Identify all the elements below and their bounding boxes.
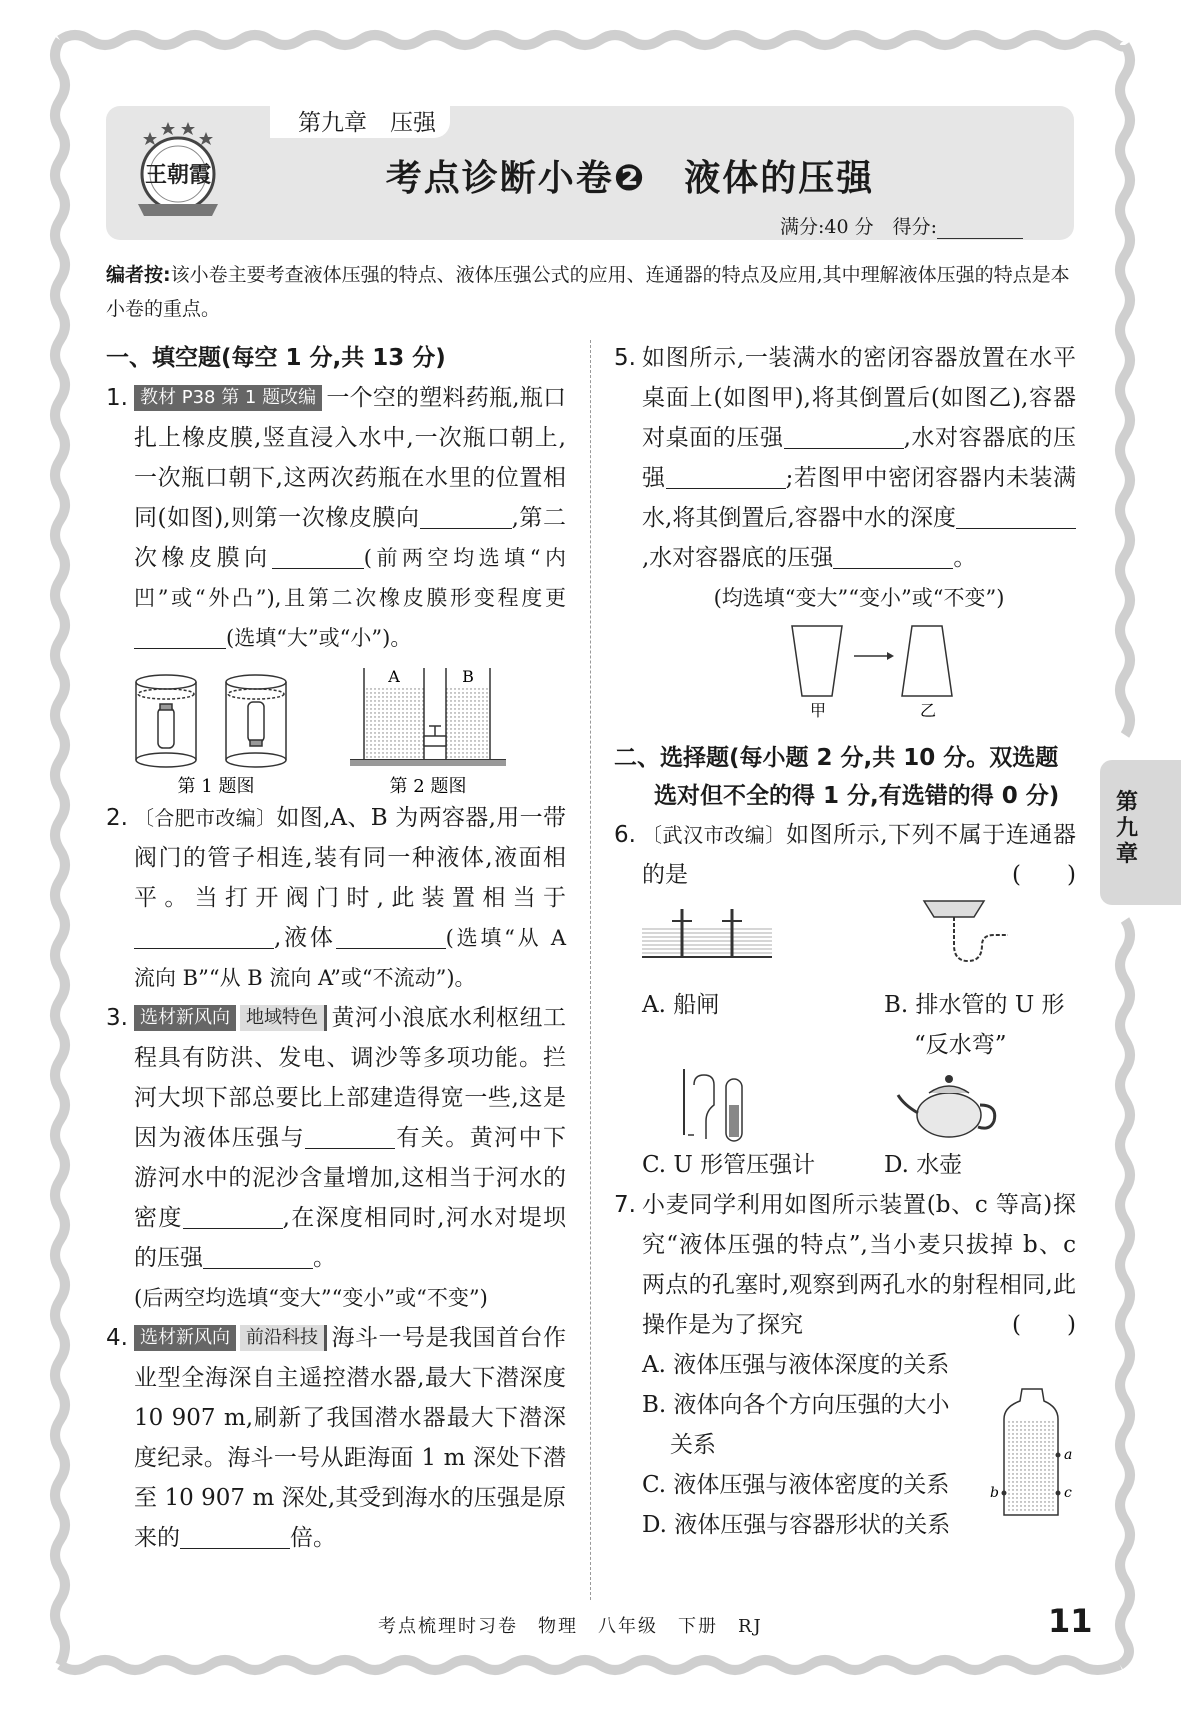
question-5 (614, 338, 1076, 731)
bottle-with-holes-figure (984, 1385, 1074, 1525)
question-text: 小麦同学利用如图所示装置(b、c 等高)探究“液体压强的特点”,当小麦只拔掉 b、c 两点的孔塞时,观察到两孔水的射程相同,此操作是为了探究 (642, 1192, 1076, 1338)
answer-blank[interactable] (180, 1522, 290, 1549)
answer-blank[interactable] (305, 1122, 395, 1149)
question-7 (614, 1185, 1076, 1345)
point-b-label: b (990, 1485, 999, 1501)
beaker-figure (136, 675, 286, 767)
question-text: ,第二次橡皮膜向 (134, 505, 566, 571)
answer-blank[interactable] (272, 542, 364, 569)
section-1-title: 一、填空题(每空 1 分,共 13 分) (106, 345, 446, 371)
question-text: 。 (313, 1245, 336, 1271)
topic-tag: 选材新风向 (134, 1325, 236, 1351)
figure-jia-label: 甲 (809, 701, 827, 718)
answer-blank[interactable] (336, 922, 446, 949)
score-line (780, 212, 1023, 239)
answer-blank[interactable] (420, 502, 512, 529)
question-text: 倍。 (290, 1525, 336, 1551)
question-text: ,在深度相同时,河水对堤坝的压强 (134, 1205, 566, 1271)
question-text: ,水对容器底的压强 (642, 425, 1077, 491)
source-note: 〔合肥市改编〕 (134, 806, 277, 830)
question-text: 如图所示,下列不属于连通器的是 (642, 822, 1076, 888)
editor-note-text: 该小卷主要考查液体压强的特点、液体压强公式的应用、连通器的特点及应用,其中理解液体压强的特点是本小卷的重点。 (106, 264, 1070, 320)
answer-hint: (均选填“变大”“变小”或“不变”) (713, 586, 1005, 610)
option-c[interactable]: C. 液体压强与液体密度的关系 (642, 1472, 950, 1498)
inverted-container-figure (642, 618, 1072, 718)
source-note: 〔武汉市改编〕 (642, 823, 786, 847)
option-b-continued: 关系 (670, 1432, 716, 1458)
question-text: 。 (953, 545, 977, 571)
point-c-label: c (1064, 1485, 1072, 1501)
brand-logo (128, 112, 228, 224)
teapot-icon (894, 1065, 1014, 1145)
answer-blank[interactable] (134, 622, 226, 649)
question-text: 海斗一号是我国首台作业型全海深自主遥控潜水器,最大下潜深度 10 907 m,刷新了我国潜水器最大下潜深度纪录。海斗一号从距海面 1 m 深处下潜至 10 907 m 深处,其受到海水的压强是原来的 (134, 1325, 566, 1551)
container-inverted (902, 626, 952, 696)
answer-blank[interactable] (956, 502, 1076, 529)
question-6 (614, 815, 1076, 895)
score-label: 满分:40 分 得分: (780, 216, 938, 238)
question-number: 3. (106, 1005, 128, 1031)
option-a[interactable]: A. 船闸 (642, 992, 720, 1018)
question-text: (前两空均选填“内凹”或“外凸”),且第二次橡皮膜形变程度更 (134, 546, 566, 610)
score-blank[interactable] (937, 220, 1023, 239)
topic-subtag: 地域特色 (240, 1005, 327, 1031)
answer-blank[interactable] (833, 542, 953, 569)
left-column (106, 338, 566, 1558)
question-text: (选填“大”或“小”)。 (226, 626, 412, 650)
option-b[interactable]: B. 排水管的 U 形 (884, 992, 1065, 1018)
question-6-options (614, 895, 1076, 1185)
option-c[interactable]: C. U 形管压强计 (642, 1152, 816, 1178)
bottle-and-vessel-figures (106, 668, 566, 798)
option-d[interactable]: D. 液体压强与容器形状的关系 (642, 1512, 951, 1538)
container-upright (792, 626, 842, 696)
answer-paren[interactable]: ( ) (1012, 1312, 1076, 1338)
question-text: 有关。黄河中下游河水中的泥沙含量增加,这相当于河水的密度 (134, 1125, 567, 1231)
chapter-side-tab-label: 第九章 (1115, 790, 1138, 867)
question-text: ,液体 (274, 925, 336, 951)
figures-q1-q2 (106, 668, 566, 798)
option-d[interactable]: D. 水壶 (884, 1152, 963, 1178)
vessel-a-label: A (388, 668, 400, 686)
question-text: 如图所示,一装满水的密闭容器放置在水平桌面上(如图甲),将其倒置后(如图乙),容器对桌面的压强 (642, 345, 1076, 451)
u-tube-gauge-icon (674, 1065, 754, 1145)
editor-note (106, 258, 1074, 326)
question-7-options (614, 1345, 1076, 1538)
figure-2-caption: 第 2 题图 (389, 776, 467, 797)
right-column (614, 338, 1077, 1538)
question-3 (106, 998, 566, 1318)
answer-blank[interactable] (666, 462, 786, 489)
editor-note-label: 编者按: (106, 264, 171, 286)
question-text: ,水对容器底的压强 (642, 545, 834, 571)
question-4 (106, 1318, 566, 1558)
answer-blank[interactable] (203, 1242, 313, 1269)
answer-blank[interactable] (134, 922, 274, 949)
question-text: 一个空的塑料药瓶,瓶口扎上橡皮膜,竖直浸入水中,一次瓶口朝上,一次瓶口朝下,这两次药瓶在水里的位置相同(如图),则第一次橡皮膜向 (134, 385, 566, 531)
connected-vessels-figure (350, 668, 506, 766)
drain-trap-icon (904, 895, 1014, 975)
question-number: 4. (106, 1325, 128, 1351)
question-number: 2. (106, 805, 128, 831)
section-2-title-line2: 选对但不全的得 1 分,有选错的得 0 分) (654, 783, 1060, 809)
section-2-title-line1: 二、选择题(每小题 2 分,共 10 分。双选题 (614, 745, 1059, 771)
option-b-continued: “反水弯” (914, 1032, 1007, 1058)
answer-paren[interactable]: ( ) (1012, 862, 1076, 888)
page-number: 11 (1048, 1602, 1093, 1640)
option-b[interactable]: B. 液体向各个方向压强的大小 (642, 1392, 950, 1418)
question-number: 5. (614, 345, 636, 371)
chapter-label: 第九章 压强 (270, 98, 450, 138)
page-title: 考点诊断小卷❷ 液体的压强 (385, 158, 875, 199)
question-number: 7. (614, 1192, 636, 1218)
answer-blank[interactable] (784, 422, 904, 449)
figure-1-caption: 第 1 题图 (177, 776, 255, 797)
question-1 (106, 378, 566, 658)
section-2-title (614, 739, 1076, 815)
ship-lock-icon (642, 899, 772, 969)
question-text: 如图,A、B 为两容器,用一带阀门的管子相连,装有同一种液体,液面相平。当打开阀门时,此装置相当于 (134, 805, 567, 911)
answer-blank[interactable] (183, 1202, 283, 1229)
question-text: ;若图甲中密闭容器内未装满水,将其倒置后,容器中水的深度 (642, 465, 1077, 531)
question-2 (106, 798, 566, 998)
question-number: 6. (614, 822, 636, 848)
option-a[interactable]: A. 液体压强与液体深度的关系 (642, 1352, 950, 1378)
question-text: 黄河小浪底水利枢纽工程具有防洪、发电、调沙等多项功能。拦河大坝下部总要比上部建造得宽一些,这是因为液体压强与 (134, 1005, 566, 1151)
point-a-label: a (1064, 1447, 1073, 1463)
answer-hint: (后两空均选填“变大”“变小”或“不变”) (134, 1286, 488, 1310)
question-text: (选填“从 A 流向 B”“从 B 流向 A”或“不流动”)。 (134, 926, 566, 990)
logo-text: 王朝霞 (144, 162, 212, 188)
source-tag: 教材 P38 第 1 题改编 (134, 385, 322, 411)
topic-subtag: 前沿科技 (240, 1325, 327, 1351)
vessel-b-label: B (462, 668, 474, 686)
topic-tag: 选材新风向 (134, 1005, 236, 1031)
footer-text: 考点梳理时习卷 物理 八年级 下册 RJ (378, 1616, 763, 1637)
figure-yi-label: 乙 (919, 701, 937, 718)
question-number: 1. (106, 385, 128, 411)
column-divider (590, 340, 591, 1600)
